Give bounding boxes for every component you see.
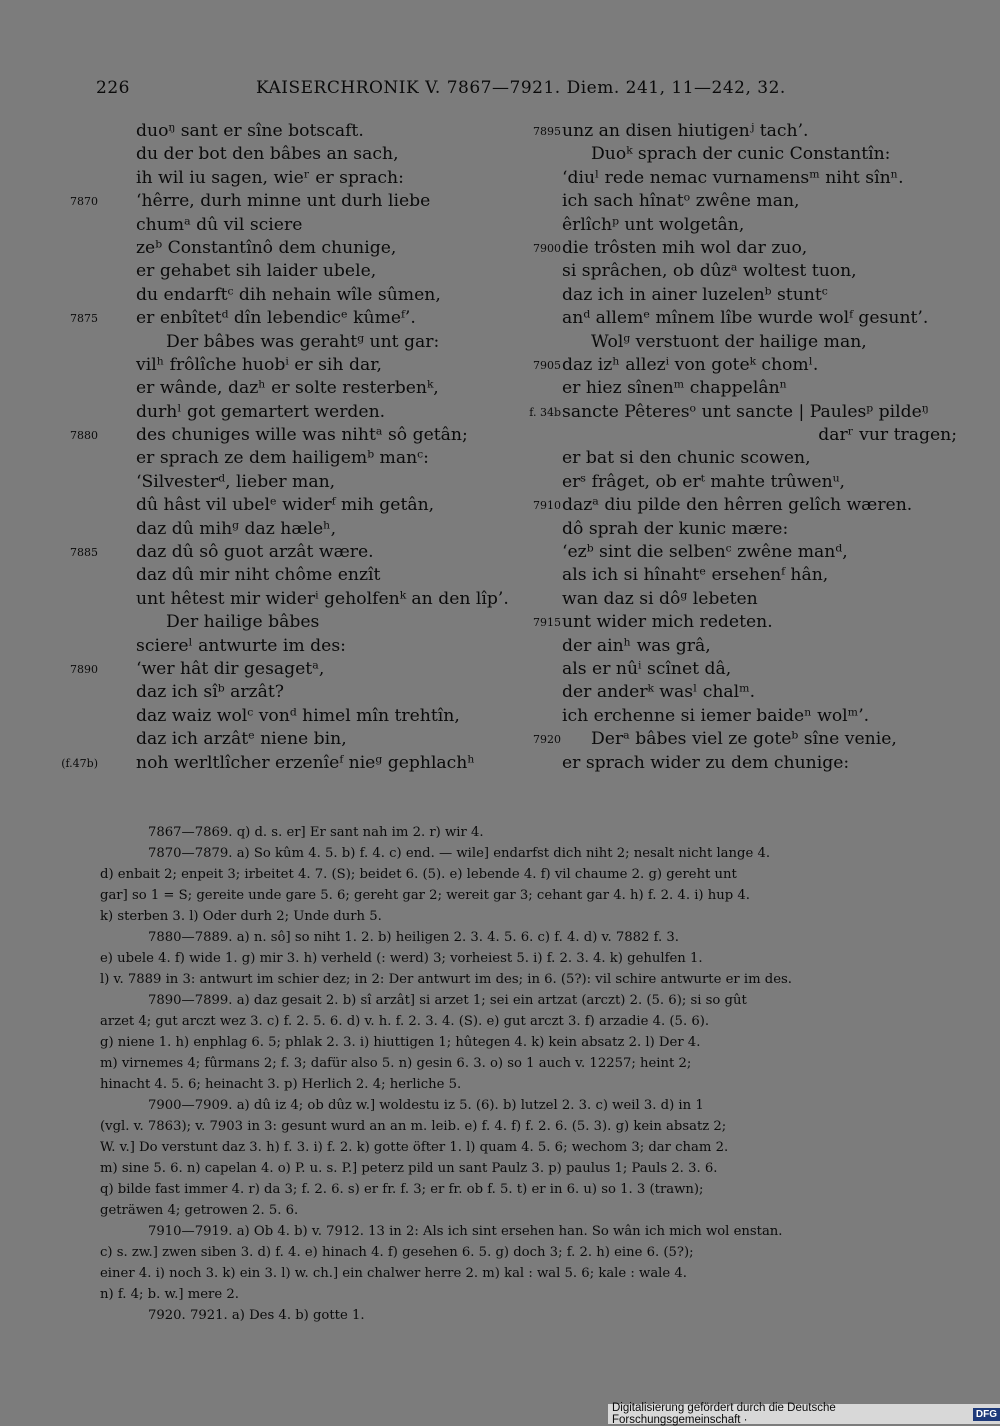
verse-text: ich erchenne si iemer baideⁿ wolᵐ’. (562, 705, 870, 726)
line-number: 7915 (533, 616, 561, 630)
verse-text: anᵈ allemᵉ mînem lîbe wurde wolᶠ gesunt’. (562, 308, 929, 329)
verse-text: ‘wer hât dir gesagetᵃ, (136, 658, 325, 679)
verse-line (527, 331, 957, 354)
verse-text: er enbîtetᵈ dîn lebendicᵉ kûmeᶠ’. (136, 308, 416, 329)
verse-text: unt wider mich redeten. (562, 612, 773, 633)
apparatus-line: c) s. zw.] zwen siben 3. d) f. 4. e) hinach 4. f) gesehen 6. 5. g) doch 3; f. 2. h) eine 6. (5?); (100, 1245, 694, 1260)
verse-line (70, 307, 532, 330)
verse-line (102, 447, 532, 470)
verse-line (102, 564, 532, 587)
apparatus-line: 7880—7889. a) n. sô] so niht 1. 2. b) heiligen 2. 3. 4. 5. 6. c) f. 4. d) v. 7882 f. 3. (148, 930, 679, 945)
verse-text: unz an disen hiutigenʲ tach’. (562, 121, 809, 141)
line-number: 7875 (70, 312, 98, 326)
verse-text: dô sprah der kunic mære: (562, 518, 789, 539)
verse-line (527, 658, 957, 681)
line-number: 7900 (533, 241, 561, 255)
verse-line (102, 494, 532, 517)
line-number: f. 34b (529, 405, 561, 419)
verse-text: durhˡ got gemartert werden. (136, 401, 386, 422)
verse-text: dû hâst vil ubelᵉ widerᶠ mih getân, (136, 495, 435, 516)
apparatus-line: geträwen 4; getrowen 2. 5. 6. (100, 1203, 299, 1218)
line-number: 7870 (70, 195, 98, 209)
verse-line (527, 401, 957, 424)
apparatus-line: k) sterben 3. l) Oder durh 2; Unde durh 5. (100, 909, 382, 924)
verse-line (527, 424, 957, 447)
verse-line (527, 681, 957, 704)
verse-line (70, 424, 532, 447)
verse-line (102, 681, 532, 704)
verse-line (527, 167, 957, 190)
verse-line (527, 307, 957, 330)
verse-text: ‘ezᵇ sint die selbenᶜ zwêne manᵈ, (562, 542, 848, 563)
critical-apparatus (100, 822, 922, 1326)
verse-line (527, 728, 957, 751)
line-number: 7885 (70, 546, 98, 560)
verse-text: duoᵑ sant er sîne botscaft. (136, 121, 364, 141)
verse-line (527, 260, 957, 283)
verse-line (527, 588, 957, 611)
left-text-column (61, 120, 532, 775)
verse-text: du endarftᶜ dih nehain wîle sûmen, (136, 284, 441, 305)
verse-text: daz waiz wolᶜ vonᵈ himel mîn trehtîn, (136, 705, 460, 726)
verse-text: vilʰ frôlîche huobⁱ er sih dar, (136, 354, 383, 375)
verse-line (102, 284, 532, 307)
line-number: 7895 (533, 125, 561, 138)
dfg-logo: DFG (973, 1408, 1000, 1421)
verse-line (102, 331, 532, 354)
line-number: 7905 (533, 358, 561, 372)
verse-text: ‘diuˡ rede nemac vurnamensᵐ niht sînⁿ. (562, 167, 904, 188)
apparatus-line: e) ubele 4. f) wide 1. g) mir 3. h) verheld (: werd) 3; vorheiest 5. i) f. 2. 3. 4. k) gehulfen 1. (100, 951, 703, 966)
verse-text: Derᵃ bâbes viel ze goteᵇ sîne venie, (591, 729, 897, 750)
verse-text: zeᵇ Constantînô dem chunige, (136, 237, 397, 258)
verse-line (527, 752, 957, 775)
verse-text: erˢ frâget, ob erᵗ mahte trûwenᵘ, (562, 471, 845, 492)
verse-text: als ich si hînahtᵉ ersehenᶠ hân, (562, 565, 829, 586)
verse-line (527, 237, 957, 260)
verse-line (527, 494, 957, 517)
verse-line (527, 518, 957, 541)
verse-line (102, 260, 532, 283)
verse-text: er gehabet sih laider ubele, (136, 261, 377, 282)
verse-text: daz ich in ainer luzelenᵇ stuntᶜ (562, 284, 828, 305)
line-number: 7910 (533, 499, 561, 513)
verse-line (102, 143, 532, 166)
verse-text: der anderᵏ wasˡ chalᵐ. (562, 682, 756, 703)
verse-text: daz ich sîᵇ arzât? (136, 682, 284, 703)
verse-text: die trôsten mih wol dar zuo, (562, 237, 808, 258)
verse-text: darʳ vur tragen; (818, 425, 957, 446)
footer-credit: Digitalisierung gefördert durch die Deutsche Forschungsgemeinschaft · (612, 1402, 836, 1426)
apparatus-line: l) v. 7889 in 3: antwurt im schier dez; in 2: Der antwurt im des; in 6. (5?): vil schire antwurte er im des. (100, 972, 793, 987)
verse-text: êrlîchᵖ unt wolgetân, (562, 214, 745, 235)
verse-text: daz dû mir niht chôme enzît (136, 565, 381, 586)
verse-line (102, 518, 532, 541)
verse-text: ‘Silvesterᵈ, lieber man, (136, 471, 336, 492)
apparatus-line: 7890—7899. a) daz gesait 2. b) sî arzât] si arzet 1; sei ein artzat (arczt) 2. (5. 6); si so gût (148, 993, 747, 1008)
verse-text: daz ich arzâtᵉ niene bin, (136, 729, 347, 750)
verse-text: er sprach ze dem hailigemᵇ manᶜ: (136, 448, 429, 469)
line-number: 7920 (533, 733, 561, 747)
verse-text: ‘hêrre, durh minne unt durh liebe (136, 191, 431, 212)
verse-text: ich sach hînatᵒ zwêne man, (562, 191, 800, 212)
verse-line (102, 214, 532, 237)
verse-text: er bat si den chunic scowen, (562, 448, 811, 469)
apparatus-line: W. v.] Do verstunt daz 3. h) f. 3. i) f. 2. k) gotte öfter 1. l) quam 4. 5. 6; wechom 3; dar cham 2. (100, 1140, 729, 1155)
verse-text: dazᵃ diu pilde den hêrren gelîch wæren. (562, 495, 913, 516)
apparatus-line: q) bilde fast immer 4. r) da 3; f. 2. 6. s) er fr. f. 3; er fr. ob f. 5. t) er in 6. u) so 1. 3 (trawn); (100, 1182, 704, 1197)
verse-line (102, 401, 532, 424)
verse-text: sancte Pêteresᵒ unt sancte | Paulesᵖ pildeᵑ (562, 401, 929, 422)
verse-line (102, 237, 532, 260)
verse-text: er sprach wider zu dem chunige: (562, 752, 850, 773)
apparatus-line: m) virnemes 4; fûrmans 2; f. 3; dafür also 5. n) gesin 6. 3. o) so 1 auch v. 12257; heint 2; (100, 1056, 692, 1071)
apparatus-line: d) enbait 2; enpeit 3; irbeitet 4. 7. (S); beidet 6. (5). e) lebende 4. f) vil chaume 2. g) gereht unt (100, 867, 737, 882)
verse-line (527, 143, 957, 166)
apparatus-line: arzet 4; gut arczt wez 3. c) f. 2. 5. 6. d) v. h. f. 2. 3. 4. (S). e) gut arczt 3. f) arzadie 4. (5. 6). (100, 1014, 710, 1029)
verse-text: daz dû sô guot arzât wære. (136, 542, 374, 563)
verse-text: daz izʰ allezⁱ von goteᵏ chomˡ. (562, 354, 819, 375)
verse-text: chumᵃ dû vil sciere (136, 214, 303, 235)
verse-line (527, 635, 957, 658)
verse-line (102, 377, 532, 400)
verse-text: sciereˡ antwurte im des: (136, 635, 346, 656)
apparatus-line: n) f. 4; b. w.] mere 2. (100, 1287, 239, 1302)
verse-text: noh werltlîcher erzenîeᶠ nieᵍ gephlachʰ (136, 752, 475, 773)
verse-text: Der hailige bâbes (166, 612, 320, 633)
apparatus-line: m) sine 5. 6. n) capelan 4. o) P. u. s. P.] peterz pild un sant Paulz 3. p) paulus 1; Pauls 2. 3. 6. (100, 1161, 718, 1176)
verse-text: ih wil iu sagen, wieʳ er sprach: (136, 167, 404, 188)
verse-line (527, 611, 957, 634)
verse-line (102, 354, 532, 377)
verse-line (102, 705, 532, 728)
verse-text: unt hêtest mir widerⁱ geholfenᵏ an den lîp’. (136, 588, 509, 609)
verse-text: si sprâchen, ob dûzᵃ woltest tuon, (562, 261, 857, 282)
verse-text: er wânde, dazʰ er solte resterbenᵏ, (136, 378, 439, 399)
verse-line (102, 167, 532, 190)
verse-text: daz dû mihᵍ daz hæleʰ, (136, 518, 337, 539)
right-text-column (527, 120, 957, 775)
verse-text: Wolᵍ verstuont der hailige man, (591, 331, 867, 352)
verse-text: Duoᵏ sprach der cunic Constantîn: (591, 144, 891, 165)
verse-text: du der bot den bâbes an sach, (136, 144, 399, 165)
verse-line (527, 471, 957, 494)
verse-text: des chuniges wille was nihtᵃ sô getân; (136, 425, 468, 446)
line-number: (f.47b) (61, 756, 98, 770)
verse-text: als er nûⁱ scînet dâ, (562, 658, 732, 679)
verse-line (527, 284, 957, 307)
verse-line (70, 658, 532, 681)
verse-text: der ainʰ was grâ, (562, 635, 711, 656)
verse-text: Der bâbes was gerahtᵍ unt gar: (166, 331, 440, 352)
page-number: 226 (96, 78, 130, 98)
verse-line (527, 190, 957, 213)
verse-line (527, 541, 957, 564)
apparatus-line: 7910—7919. a) Ob 4. b) v. 7912. 13 in 2: Als ich sint ersehen han. So wân ich mich wol enstan. (148, 1224, 783, 1239)
line-number: 7880 (70, 429, 98, 443)
verse-line (527, 354, 957, 377)
verse-line (102, 588, 532, 611)
apparatus-line: g) niene 1. h) enphlag 6. 5; phlak 2. 3. i) hiuttigen 1; hûtegen 4. k) kein absatz 2. l) Der 4. (100, 1035, 701, 1050)
verse-line (527, 377, 957, 400)
apparatus-line: 7870—7879. a) So kûm 4. 5. b) f. 4. c) end. — wile] endarfst dich niht 2; nesalt nicht lange 4. (148, 846, 771, 861)
verse-line (102, 635, 532, 658)
apparatus-line: (vgl. v. 7863); v. 7903 in 3: gesunt wurd an an m. leib. e) f. 4. f) f. 2. 6. (5. 3). g) kein absatz 2; (100, 1119, 727, 1134)
verse-line (102, 120, 532, 143)
line-number: 7890 (70, 662, 98, 676)
running-title: KAISERCHRONIK V. 7867—7921. Diem. 241, 11—242, 32. (256, 78, 786, 98)
verse-line (527, 564, 957, 587)
dfg-footer (608, 1404, 1000, 1424)
verse-text: er hiez sînenᵐ chappelânⁿ (562, 378, 788, 399)
verse-text: wan daz si dôᵍ lebeten (562, 588, 758, 609)
verse-line (61, 752, 532, 775)
apparatus-line: gar] so 1 = S; gereite unde gare 5. 6; gereht gar 2; wereit gar 3; cehant gar 4. h) f. 2. 4. i) hup 4. (100, 888, 750, 903)
verse-line (102, 471, 532, 494)
apparatus-line: 7867—7869. q) d. s. er] Er sant nah im 2. r) wir 4. (148, 825, 484, 840)
apparatus-line: 7900—7909. a) dû iz 4; ob dûz w.] woldestu iz 5. (6). b) lutzel 2. 3. c) weil 3. d) in 1 (148, 1098, 704, 1113)
apparatus-line: 7920. 7921. a) Des 4. b) gotte 1. (148, 1308, 365, 1323)
verse-line (70, 190, 532, 213)
verse-line (527, 214, 957, 237)
verse-line (102, 728, 532, 751)
verse-line (102, 611, 532, 634)
verse-line (527, 705, 957, 728)
apparatus-line: hinacht 4. 5. 6; heinacht 3. p) Herlich 2. 4; herliche 5. (100, 1077, 462, 1092)
verse-line (70, 541, 532, 564)
apparatus-line: einer 4. i) noch 3. k) ein 3. l) w. ch.] ein chalwer herre 2. m) kal : wal 5. 6; kale : wale 4. (100, 1266, 687, 1281)
verse-line (527, 120, 957, 143)
verse-line (527, 447, 957, 470)
